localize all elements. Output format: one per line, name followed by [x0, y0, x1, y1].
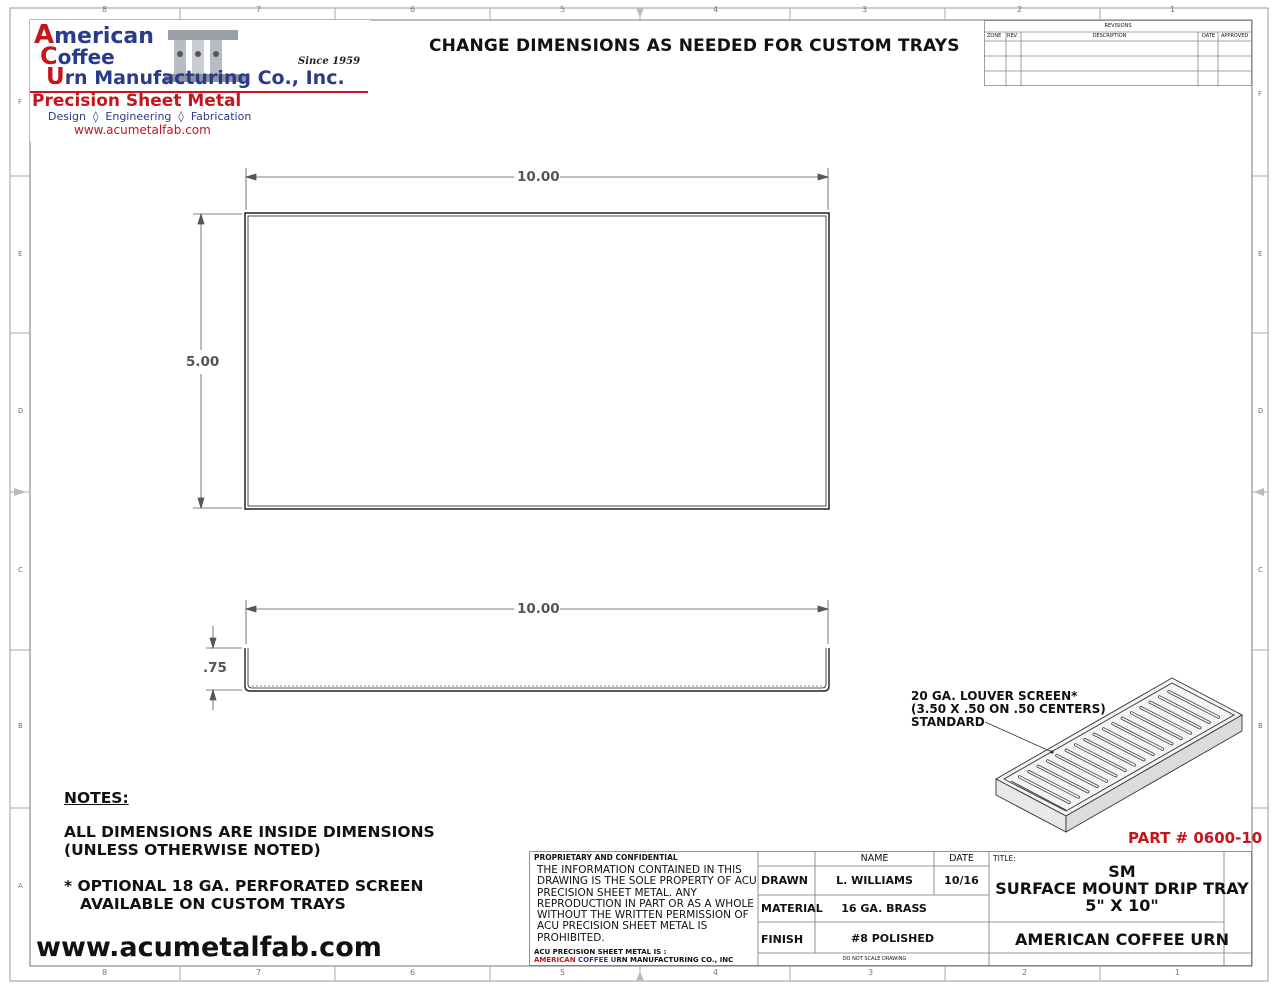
- zone-col-2: 2: [1017, 5, 1023, 14]
- zone-col-7: 7: [256, 5, 262, 14]
- finish-value: #8 POLISHED: [851, 932, 934, 945]
- notes-title: NOTES:: [64, 789, 129, 807]
- title-block: [529, 851, 1252, 966]
- rev-col-rev: REV.: [1007, 33, 1018, 39]
- drawn-name: L. WILLIAMS: [836, 874, 913, 887]
- logo-url[interactable]: www.acumetalfab.com: [74, 123, 211, 137]
- note-1-line-1: ALL DIMENSIONS ARE INSIDE DIMENSIONS: [64, 823, 435, 841]
- louver-callout: [911, 690, 1106, 729]
- rev-col-zone: ZONE: [987, 33, 1002, 39]
- footer-url[interactable]: www.acumetalfab.com: [36, 932, 382, 963]
- top-view: [245, 213, 829, 509]
- name-header: NAME: [860, 853, 889, 864]
- zone-row-f-right: F: [1258, 90, 1263, 98]
- zone-col-8: 8: [102, 968, 108, 977]
- zone-row-f: F: [18, 98, 23, 106]
- rev-col-date: DATE: [1202, 33, 1216, 39]
- zone-col-6: 6: [410, 968, 416, 977]
- material-label: MATERIAL: [761, 902, 823, 915]
- zone-row-a: A: [18, 882, 23, 890]
- revisions-title: REVISIONS: [1104, 23, 1132, 29]
- material-value: 16 GA. BRASS: [841, 902, 927, 915]
- zone-col-7: 7: [256, 968, 262, 977]
- zone-row-e-right: E: [1258, 250, 1263, 258]
- note-2: [64, 877, 423, 913]
- drawn-label: DRAWN: [761, 874, 808, 887]
- callout-dot: [1050, 750, 1053, 753]
- drawn-date: 10/16: [944, 874, 979, 887]
- logo-services: Design ◊ Engineering ◊ Fabrication: [48, 110, 252, 123]
- rev-col-description: DESCRIPTION: [1092, 33, 1127, 39]
- callout-line-2: (3.50 X .50 ON .50 CENTERS): [911, 702, 1106, 716]
- zone-col-1: 1: [1175, 968, 1181, 977]
- date-header: DATE: [949, 853, 974, 864]
- note-1-line-2: (UNLESS OTHERWISE NOTED): [64, 841, 321, 859]
- proprietary-text: THE INFORMATION CONTAINED IN THIS DRAWING IS THE SOLE PROPERTY OF ACU PRECISION SHEET METAL. ANY REPRODUCTION IN PART OR AS A WHOLE WITHOUT THE WRITTEN PERMISSION OF ACU PRECISION SHEET METAL IS PROHIBITED.: [537, 864, 757, 944]
- dim-top-width: 10.00: [517, 169, 560, 185]
- side-view: [245, 648, 829, 691]
- drawing-title: [989, 863, 1255, 914]
- zone-col-5: 5: [560, 5, 566, 14]
- dim-top-height: 5.00: [186, 354, 220, 370]
- zone-row-d-right: D: [1258, 407, 1264, 415]
- footer-line-2: AMERICAN COFFEE URN MANUFACTURING CO., INC: [534, 956, 734, 964]
- logo-since: Since 1959: [298, 56, 361, 67]
- rev-col-approved: APPROVED: [1221, 33, 1249, 39]
- zone-col-3: 3: [868, 968, 874, 977]
- logo-line-3: Urn Manufacturing Co., Inc.: [46, 64, 345, 90]
- dim-side-height: .75: [203, 660, 227, 676]
- zone-row-c: C: [18, 566, 23, 574]
- zone-col-8: 8: [102, 5, 108, 14]
- title-label: TITLE:: [993, 854, 1016, 863]
- callout-line-3: STANDARD: [911, 715, 985, 729]
- zone-col-3: 3: [862, 5, 868, 14]
- footer-line-1: ACU PRECISION SHEET METAL IS :: [534, 948, 667, 956]
- callout-line-1: 20 GA. LOUVER SCREEN*: [911, 689, 1078, 703]
- zone-row-e: E: [18, 250, 23, 258]
- no-scale-note: DO NOT SCALE DRAWING: [842, 956, 907, 962]
- logo-tagline: Precision Sheet Metal: [32, 91, 242, 111]
- zone-col-1: 1: [1170, 5, 1176, 14]
- zone-col-2: 2: [1022, 968, 1028, 977]
- zone-row-b-right: B: [1258, 722, 1263, 730]
- zone-col-4: 4: [713, 5, 719, 14]
- zone-row-c-right: C: [1258, 566, 1263, 574]
- logo-line-2: Coffee: [40, 42, 115, 70]
- zone-col-6: 6: [410, 5, 416, 14]
- title-line-1: SM: [1108, 862, 1136, 881]
- note-2-line-1: * OPTIONAL 18 GA. PERFORATED SCREEN: [64, 877, 424, 895]
- zone-row-d: D: [18, 407, 24, 415]
- company-name: AMERICAN COFFEE URN: [1015, 930, 1229, 949]
- zone-row-b: B: [18, 722, 23, 730]
- proprietary-header: PROPRIETARY AND CONFIDENTIAL: [534, 853, 678, 862]
- page-heading: CHANGE DIMENSIONS AS NEEDED FOR CUSTOM TRAYS: [429, 36, 960, 56]
- logo-line-1: American: [34, 20, 154, 50]
- title-line-3: 5" X 10": [1085, 896, 1159, 915]
- note-2-line-2: AVAILABLE ON CUSTOM TRAYS: [80, 895, 346, 913]
- note-1: [64, 823, 435, 859]
- finish-label: FINISH: [761, 933, 804, 946]
- zone-col-4: 4: [713, 968, 719, 977]
- part-number: PART # 0600-10: [1128, 829, 1263, 847]
- dim-side-width: 10.00: [517, 601, 560, 617]
- title-line-2: SURFACE MOUNT DRIP TRAY: [995, 879, 1249, 898]
- zone-col-5: 5: [560, 968, 566, 977]
